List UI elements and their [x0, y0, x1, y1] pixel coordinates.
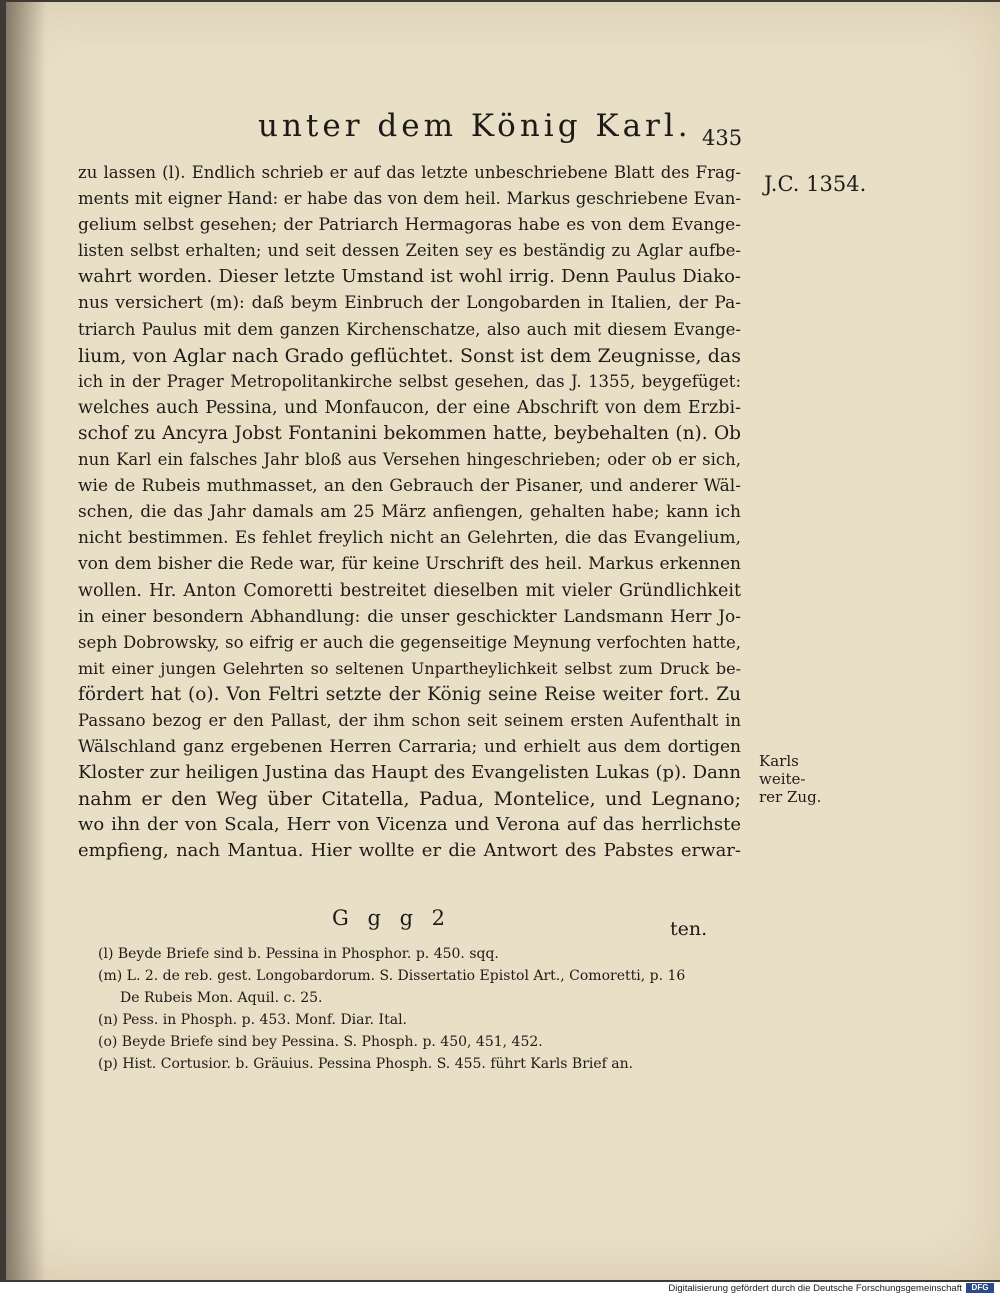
text-line: fördert hat (o). Von Feltri setzte der König seine Reise weiter fort. Zu [78, 683, 741, 705]
text-line: schof zu Ancyra Jobst Fontanini bekommen hatte, beybehalten (n). Ob [78, 422, 741, 444]
text-line: nus versichert (m): daß beym Einbruch der Longobarden in Italien, der Pa- [78, 293, 741, 314]
body-text [78, 160, 741, 865]
footnote-continuation: De Rubeis Mon. Aquil. c. 25. [120, 990, 323, 1006]
signature-mark: G g g 2 [332, 906, 452, 930]
text-line: Kloster zur heiligen Justina das Haupt des Evangelisten Lukas (p). Dann [78, 762, 741, 784]
text-line: ments mit eigner Hand: er habe das von dem heil. Markus geschriebene Evan- [78, 189, 741, 209]
page-number: 435 [702, 126, 743, 150]
text-line: welches auch Pessina, und Monfaucon, der eine Abschrift von dem Erzbi- [78, 397, 741, 418]
dfg-logo: DFG [966, 1283, 994, 1293]
margin-note-line: rer Zug. [759, 788, 822, 806]
text-line: in einer besondern Abhandlung: die unser geschickter Landsmann Herr Jo- [78, 606, 741, 627]
digitization-credit: Digitalisierung gefördert durch die Deutsche Forschungsgemeinschaft [668, 1283, 962, 1294]
text-line: nahm er den Weg über Citatella, Padua, Montelice, und Legnano; [78, 788, 741, 811]
footnote: (n) Pess. in Phosph. p. 453. Monf. Diar. Ital. [98, 1012, 407, 1028]
text-line: nicht bestimmen. Es fehlet freylich nicht an Gelehrten, die das Evangelium, [78, 528, 741, 549]
text-line: wahrt worden. Dieser letzte Umstand ist wohl irrig. Denn Paulus Diako- [78, 266, 741, 288]
text-line: Wälschland ganz ergebenen Herren Carraria; und erhielt aus dem dortigen [78, 737, 741, 758]
text-line: triarch Paulus mit dem ganzen Kirchenschatze, also auch mit diesem Evange- [78, 319, 741, 339]
page-edge-shadow [6, 2, 46, 1280]
text-line: Passano bezog er den Pallast, der ihm schon seit seinem ersten Aufenthalt in [78, 710, 741, 730]
footnote: (p) Hist. Cortusior. b. Gräuius. Pessina Phosph. S. 455. führt Karls Brief an. [98, 1056, 634, 1072]
catchword: ten. [670, 918, 708, 940]
text-line: wo ihn der von Scala, Herr von Vicenza und Verona auf das herrlichste [78, 814, 741, 836]
margin-note-line: Karls weite- [759, 752, 806, 788]
text-line: gelium selbst gesehen; der Patriarch Hermagoras habe es von dem Evange- [78, 215, 741, 236]
text-line: lium, von Aglar nach Grado geflüchtet. Sonst ist dem Zeugnisse, das [78, 344, 741, 367]
footnote: (m) L. 2. de reb. gest. Longobardorum. S. Dissertatio Epistol Art., Comoretti, p. 16 [98, 968, 686, 984]
text-line: schen, die das Jahr damals am 25 März anfiengen, gehalten habe; kann ich [78, 502, 741, 523]
text-line: mit einer jungen Gelehrten so seltenen Unpartheylichkeit selbst zum Druck be- [78, 658, 741, 678]
text-line: wollen. Hr. Anton Comoretti bestreitet dieselben mit vieler Gründlichkeit [78, 580, 741, 601]
margin-year: J.C. 1354. [764, 172, 867, 196]
text-line: wie de Rubeis muthmasset, an den Gebrauch der Pisaner, und anderer Wäl- [78, 476, 741, 497]
text-line: empfieng, nach Mantua. Hier wollte er die Antwort des Pabstes erwar- [78, 840, 741, 862]
footnotes [98, 943, 718, 1075]
footnote: (o) Beyde Briefe sind bey Pessina. S. Phosph. p. 450, 451, 452. [98, 1034, 543, 1050]
text-line: von dem bisher die Rede war, für keine Urschrift des heil. Markus erkennen [78, 554, 741, 575]
margin-note [759, 752, 849, 806]
text-line: listen selbst erhalten; und seit dessen Zeiten sey es beständig zu Aglar aufbe- [78, 241, 741, 261]
text-line: seph Dobrowsky, so eifrig er auch die gegenseitige Meynung verfochten hatte, [78, 632, 741, 652]
footnote: (l) Beyde Briefe sind b. Pessina in Phosphor. p. 450. sqq. [98, 946, 499, 962]
text-line: zu lassen (l). Endlich schrieb er auf das letzte unbeschriebene Blatt des Frag- [78, 163, 741, 182]
running-header: unter dem König Karl. [258, 108, 692, 144]
text-line: ich in der Prager Metropolitankirche selbst gesehen, das J. 1355, beygefüget: [78, 371, 741, 391]
text-line: nun Karl ein falsches Jahr bloß aus Versehen hingeschrieben; oder ob er sich, [78, 450, 741, 470]
